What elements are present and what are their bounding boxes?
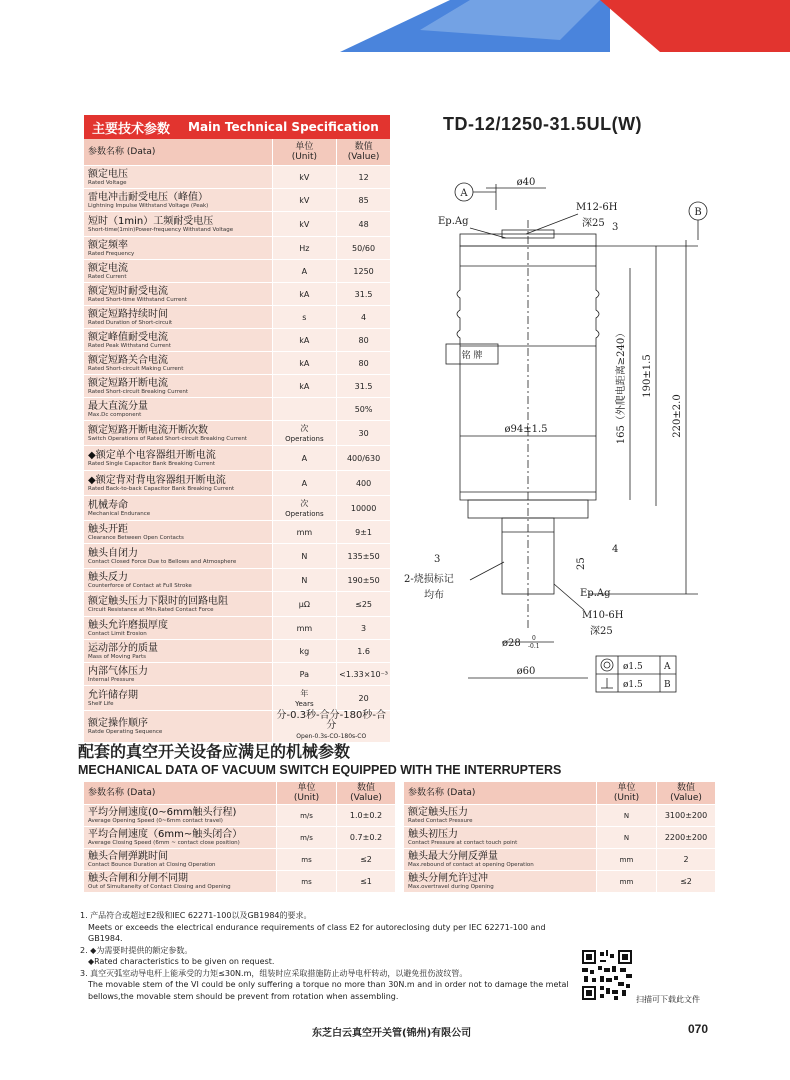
tol-value-2: ø1.5 xyxy=(623,680,643,690)
spec-row-unit: kV xyxy=(299,195,310,205)
spec-row-name-en: Rated Duration of Short-circuit xyxy=(88,319,173,326)
spec-row-value: 80 xyxy=(358,335,369,345)
spec-row-unit-en: Operations xyxy=(285,435,324,443)
footer-company: 东芝白云真空开关管(锦州)有限公司 xyxy=(312,1028,472,1039)
mech-left-header xyxy=(84,782,395,805)
spec-row-name: 触头开距 xyxy=(88,523,128,535)
page-number: 070 xyxy=(688,1022,709,1036)
interrupter-drawing xyxy=(398,170,790,710)
spec-row-value: 20 xyxy=(358,693,369,703)
spec-row-unit: A xyxy=(301,478,308,488)
mech-right-h-unit: 单位 xyxy=(617,783,636,793)
spec-row xyxy=(84,189,390,212)
spec-row-value: 1250 xyxy=(353,266,374,276)
spec-row-value: 48 xyxy=(358,219,369,229)
ref-a-label: A xyxy=(460,188,468,199)
mech-row-unit: mm xyxy=(619,855,634,864)
spec-row xyxy=(84,663,390,686)
mech-row xyxy=(404,871,715,893)
spec-row-unit: μΩ xyxy=(298,599,310,609)
spec-row-name: 额定频率 xyxy=(88,239,128,251)
spec-row-name: 短时（1min）工频耐受电压 xyxy=(88,215,214,227)
note-line: The movable stem of the VI could be only suffering a torque no more than 30N.m and in order not to damage the metal xyxy=(88,980,569,989)
dim-m10: M10-6H xyxy=(582,610,624,621)
mech-title-en: MECHANICAL DATA OF VACUUM SWITCH EQUIPPED WITH THE INTERRUPTERS xyxy=(78,763,562,777)
sequence-cn: 额定操作顺序 xyxy=(88,718,148,729)
spec-row xyxy=(84,446,390,471)
spec-row-unit: Pa xyxy=(299,669,310,679)
spec-row xyxy=(84,166,390,189)
wear-mark-line1: 2-烧损标记 xyxy=(404,574,454,585)
spec-row-name: 最大直流分量 xyxy=(88,400,148,412)
spec-row xyxy=(84,329,390,352)
mech-row xyxy=(84,827,395,849)
dim-d60: ø60 xyxy=(516,666,536,677)
spec-header-value: 数值 xyxy=(354,142,373,152)
spec-row-name: 触头反力 xyxy=(88,571,128,583)
tol-ref-1: A xyxy=(664,662,671,672)
spec-row-name: 运动部分的质量 xyxy=(88,642,158,654)
spec-row-value: 85 xyxy=(358,195,369,205)
spec-row-name-en: Rated Single Capacitor Bank Breaking Current xyxy=(88,460,215,467)
note-line: bellows,the movable stem should be prevent from rotation when assembling. xyxy=(88,991,399,1001)
spec-row-name-en: Clearance Between Open Contacts xyxy=(88,534,184,541)
spec-row-unit: kg xyxy=(299,646,310,656)
spec-row-name-en: Rated Frequency xyxy=(88,250,135,257)
notes xyxy=(80,910,580,1002)
mech-row-name-en: Max.overtravel during Opening xyxy=(408,884,494,890)
dim-depth25-top: 深25 xyxy=(582,218,605,229)
spec-row-unit: mm xyxy=(296,623,313,633)
sequence-en: Ratde Operating Sequence xyxy=(88,729,163,735)
note-line: 3. 真空灭弧室动导电杆上能承受的力矩≤30N.m，组装时应采取措施防止动导电杆转动，以避免扭伤波纹管。 xyxy=(80,968,468,978)
mech-row-value: 2 xyxy=(683,855,689,864)
ref-b-label: B xyxy=(694,207,702,218)
mech-row-unit: ms xyxy=(301,855,312,864)
spec-row xyxy=(84,398,390,421)
mech-right-h-param-en: (Data) xyxy=(446,788,476,798)
spec-row xyxy=(84,521,390,544)
mech-row-value: 0.7±0.2 xyxy=(349,833,383,842)
spec-row xyxy=(84,237,390,260)
spec-title xyxy=(84,115,390,139)
mech-row-name-en: Out of Simultaneity of Contact Closing and Opening xyxy=(88,884,231,890)
spec-row xyxy=(84,375,390,398)
spec-row-unit-en: Operations xyxy=(285,510,324,518)
mech-row-name: 额定触头压力 xyxy=(408,807,468,818)
mech-row-name: 平均合闸速度（6mm~触头闭合） xyxy=(88,829,243,840)
spec-row-unit: mm xyxy=(296,527,313,537)
spec-table xyxy=(84,115,390,743)
spec-row xyxy=(84,306,390,329)
spec-row-name: 雷电冲击耐受电压（峰值） xyxy=(88,191,208,203)
spec-row xyxy=(84,471,390,496)
dim-d40: ø40 xyxy=(516,177,536,188)
perpendicularity-icon xyxy=(601,678,613,688)
spec-row-name: 触头自闭力 xyxy=(88,547,138,559)
sequence-value: 分-0.3秒-合分-180秒-合分 xyxy=(276,710,386,731)
spec-row xyxy=(84,212,390,237)
spec-row xyxy=(84,640,390,663)
mech-left-h-value: 数值 xyxy=(356,783,375,793)
mech-row-name: 触头最大分闸反弹量 xyxy=(408,851,498,862)
note-line: Meets or exceeds the electrical endurance requirements of class E2 for autoreclosing duty per IEC 62271-100 and GB1984. xyxy=(88,922,546,943)
dim-25: 25 xyxy=(576,557,587,570)
spec-row xyxy=(84,352,390,375)
mech-right-header xyxy=(404,782,715,805)
mech-row-name: 触头合闸弹跳时间 xyxy=(88,851,168,862)
mech-row-name: 平均分闸速度(0~6mm触头行程) xyxy=(88,807,237,818)
mech-row-unit: m/s xyxy=(300,811,313,820)
spec-row-value: ≤25 xyxy=(355,599,373,609)
spec-row-value: 80 xyxy=(358,358,369,368)
wear-mark-line2: 均布 xyxy=(424,590,444,601)
spec-row-unit: kA xyxy=(299,358,310,368)
spec-header-unit: 单位 xyxy=(295,142,314,152)
header-decoration xyxy=(0,0,790,60)
spec-row-name: 允许储存期 xyxy=(88,689,138,701)
mech-row-unit: N xyxy=(623,833,630,842)
spec-row-unit: N xyxy=(301,551,308,561)
qr-label: 扫描可下载此文件 xyxy=(636,995,700,1004)
product-title: TD-12/1250-31.5UL(W) xyxy=(443,114,643,134)
mech-row-name: 触头合闸和分闸不同期 xyxy=(88,873,188,884)
mech-row-value: ≤2 xyxy=(360,855,372,864)
mech-row-value: ≤2 xyxy=(680,877,692,886)
spec-row-value: 31.5 xyxy=(354,289,373,299)
spec-row-unit: kV xyxy=(299,219,310,229)
spec-sequence-row xyxy=(84,711,390,743)
spec-row xyxy=(84,686,390,711)
spec-row-unit: A xyxy=(301,266,308,276)
note-line: 2. ◆为需要时提供的额定参数。 xyxy=(80,945,193,955)
mech-row-name-en: Rated Contact Pressure xyxy=(408,818,473,824)
spec-header-value-en: (Value) xyxy=(347,152,380,162)
dim-d28-tol-bot: -0.1 xyxy=(528,643,540,650)
mech-row-value: 3100±200 xyxy=(664,811,708,820)
spec-row xyxy=(84,260,390,283)
dim-d28: ø28 xyxy=(502,638,521,649)
mech-row-name-en: Contact Bounce Duration at Closing Operation xyxy=(88,862,216,868)
spec-row-name-en: Rated Current xyxy=(88,273,127,280)
spec-row-name-en: Rated Short-circuit Breaking Current xyxy=(88,388,188,395)
spec-row-value: 50% xyxy=(354,404,373,414)
mech-title xyxy=(78,742,698,778)
tol-value-1: ø1.5 xyxy=(623,662,643,672)
mech-left-h-param-en: (Data) xyxy=(126,788,156,798)
spec-row-name: 额定短路持续时间 xyxy=(88,308,168,320)
spec-row-unit: 次 xyxy=(300,424,309,433)
spec-row-name-en: Rated Voltage xyxy=(88,179,127,186)
spec-row-name: 额定峰值耐受电流 xyxy=(88,331,168,343)
mech-left-h-unit: 单位 xyxy=(297,783,316,793)
spec-row-name: 内部气体压力 xyxy=(88,665,148,677)
dim-h220: 220±2.0 xyxy=(672,394,683,438)
spec-row-name-en: Counterforce of Contact at Full Stroke xyxy=(88,582,192,589)
dim-epag-bottom: Ep.Ag xyxy=(580,588,611,599)
spec-row xyxy=(84,496,390,521)
tol-ref-2: B xyxy=(664,680,671,690)
spec-row-name: 额定触头压力下限时的回路电阻 xyxy=(88,595,228,607)
dim-epag-top: Ep.Ag xyxy=(438,216,469,227)
spec-row-name: ◆额定单个电容器组开断电流 xyxy=(88,449,216,461)
spec-row-name: 机械寿命 xyxy=(88,499,128,511)
mech-row-name: 触头分闸允许过冲 xyxy=(408,873,488,884)
dim-d28-tol-top: 0 xyxy=(532,635,536,642)
spec-row-name-en: Contact Closed Force Due to Bellows and Atmosphere xyxy=(88,558,237,565)
mech-row-name-en: Average Closing Speed (6mm ~ contact close position) xyxy=(88,840,240,846)
mech-row-unit: mm xyxy=(619,877,634,886)
mech-row-value: 1.0±0.2 xyxy=(349,811,383,820)
spec-row-value: 400 xyxy=(355,478,372,488)
spec-header-param: 参数名称 xyxy=(88,147,125,157)
spec-row xyxy=(84,283,390,306)
mech-right-h-value-en: (Value) xyxy=(670,793,702,803)
spec-row-value: 190±50 xyxy=(347,575,380,585)
sequence-value-en: Open-0.3s-CO-180s-CO xyxy=(296,733,367,740)
dim-3-bottom: 3 xyxy=(434,554,441,565)
spec-row-unit: 次 xyxy=(300,499,309,508)
mech-row xyxy=(404,849,715,871)
spec-row-value: 1.6 xyxy=(357,646,370,656)
spec-row-unit: 年 xyxy=(300,689,309,698)
spec-row-name-en: Rated Peak Withstand Current xyxy=(88,342,171,349)
mech-title-cn: 配套的真空开关设备应满足的机械参数 xyxy=(78,742,351,761)
mech-row xyxy=(84,805,395,827)
spec-row-value: 9±1 xyxy=(355,527,373,537)
spec-row-value: 31.5 xyxy=(354,381,373,391)
spec-row-name: 触头允许磨损厚度 xyxy=(88,619,168,631)
mech-row-unit: N xyxy=(623,811,630,820)
spec-header-param-en: (Data) xyxy=(126,147,156,157)
spec-row-value: 12 xyxy=(358,172,369,182)
note-line: ◆Rated characteristics to be given on request. xyxy=(88,957,275,966)
mech-row-value: 2200±200 xyxy=(664,833,708,842)
mech-table-left xyxy=(84,782,395,893)
spec-row-name-en: Rated Short-circuit Making Current xyxy=(88,365,184,372)
spec-row-unit: kA xyxy=(299,335,310,345)
mech-row xyxy=(404,805,715,827)
nameplate-label: 铭 牌 xyxy=(461,351,483,361)
spec-row-value: 10000 xyxy=(350,503,377,513)
note-line: 1. 产品符合或超过E2级和IEC 62271-100以及GB1984的要求。 xyxy=(80,911,312,920)
mech-row xyxy=(84,871,395,893)
spec-row xyxy=(84,421,390,446)
spec-row-unit: kA xyxy=(299,289,310,299)
spec-row-name-en: Shelf Life xyxy=(88,700,114,707)
spec-row-name: 额定短路关合电流 xyxy=(88,354,168,366)
mech-row-name: 触头初压力 xyxy=(408,829,458,840)
spec-row-name-en: Switch Operations of Rated Short-circuit Breaking Current xyxy=(88,435,247,442)
spec-row-value: 50/60 xyxy=(352,243,376,253)
spec-row-name: 额定短路开断电流 xyxy=(88,377,168,389)
spec-row-value: 135±50 xyxy=(347,551,380,561)
spec-row-name: 额定电压 xyxy=(88,168,128,180)
spec-row-value: 30 xyxy=(358,428,369,438)
spec-row-name-en: Max.Dc component xyxy=(88,411,142,418)
concentricity-icon xyxy=(601,659,613,671)
spec-row-unit: kV xyxy=(299,172,310,182)
mech-right-h-param: 参数名称 xyxy=(408,788,445,798)
mech-row-name-en: Max.rebound of contact at opening Operation xyxy=(408,862,534,868)
spec-row-unit: s xyxy=(302,312,307,322)
mech-row-unit: m/s xyxy=(300,833,313,842)
spec-row-value: 400/630 xyxy=(346,453,381,463)
spec-row-name-en: Rated Short-time Withstand Current xyxy=(88,296,188,303)
spec-row xyxy=(84,569,390,592)
mech-row-unit: ms xyxy=(301,877,312,886)
spec-row xyxy=(84,592,390,617)
mech-row xyxy=(404,827,715,849)
spec-row-name: 额定电流 xyxy=(88,262,128,274)
mech-tables xyxy=(84,782,716,893)
dim-h190: 190±1.5 xyxy=(642,354,653,398)
spec-header-row xyxy=(84,139,390,166)
spec-row-name-en: Circuit Resistance at Min.Rated Contact Force xyxy=(88,606,214,613)
mech-row xyxy=(84,849,395,871)
spec-row xyxy=(84,544,390,569)
qr-code-icon[interactable] xyxy=(582,950,632,1000)
dim-m12: M12-6H xyxy=(576,202,618,213)
spec-row-name-en: Internal Pressure xyxy=(88,676,135,683)
mech-table-right xyxy=(404,782,715,893)
mech-left-h-unit-en: (Unit) xyxy=(293,793,320,803)
spec-row-unit: A xyxy=(301,453,308,463)
spec-row-name-en: Mass of Moving Parts xyxy=(88,653,146,660)
spec-row-name-en: Contact Limit Erosion xyxy=(88,630,147,637)
spec-row-name: 额定短路开断电流开断次数 xyxy=(88,424,208,436)
spec-row-name-en: Lightning Impulse Withstand Voltage (Peak) xyxy=(88,202,209,209)
spec-header-unit-en: (Unit) xyxy=(291,152,318,162)
spec-row-unit-en: Years xyxy=(295,700,314,708)
mech-row-name-en: Average Opening Speed (0~6mm contact travel) xyxy=(88,818,223,824)
spec-row-value: <1.33×10⁻³ xyxy=(339,669,388,679)
spec-row xyxy=(84,617,390,640)
mech-left-h-value-en: (Value) xyxy=(350,793,382,803)
spec-title-en: Main Technical Specification xyxy=(188,120,379,134)
spec-row-name-en: Mechanical Endurance xyxy=(88,510,151,517)
mech-row-value: ≤1 xyxy=(360,877,372,886)
spec-row-unit: N xyxy=(301,575,308,585)
dim-3-top: 3 xyxy=(612,222,619,233)
spec-row-value: 4 xyxy=(361,312,367,322)
dim-depth25-bottom: 深25 xyxy=(590,626,613,637)
spec-row-name: 额定短时耐受电流 xyxy=(88,285,168,297)
mech-right-h-unit-en: (Unit) xyxy=(613,793,640,803)
spec-row-name-en: Rated Back-to-back Capacitor Bank Breaking Current xyxy=(88,485,235,492)
dim-creepage: 165（外爬电距离≥240） xyxy=(616,327,627,445)
mech-left-h-param: 参数名称 xyxy=(88,788,125,798)
mech-right-h-value: 数值 xyxy=(676,783,695,793)
mech-row-name-en: Contact Pressure at contact touch point xyxy=(408,840,518,846)
spec-row-unit: kA xyxy=(299,381,310,391)
dim-d94: ø94±1.5 xyxy=(504,424,548,435)
spec-row-name: ◆额定背对背电容器组开断电流 xyxy=(88,474,226,486)
spec-row-unit: Hz xyxy=(299,243,310,253)
spec-title-cn: 主要技术参数 xyxy=(92,121,171,137)
spec-row-value: 3 xyxy=(361,623,367,633)
spec-row-name-en: Short-time(1min)Power-frequency Withstand Voltage xyxy=(88,226,234,233)
dim-4: 4 xyxy=(612,544,619,555)
